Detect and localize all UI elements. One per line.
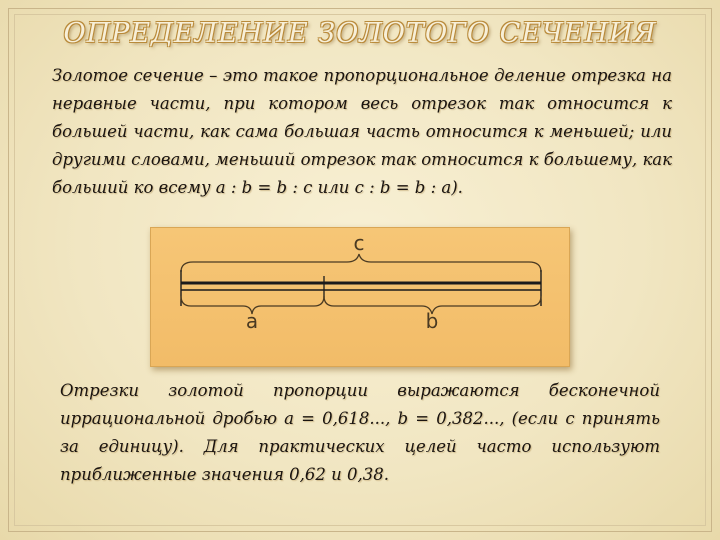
- definition-paragraph: Золотое сечение – это такое пропорциональное деление отрезка на неравные части, при котором весь отрезок так относится к большей части, как сама большая часть относится к меньшей; или другими словами, меньший отрезок так относится к большему, как больший ко всему a : b = b : c или c : b = b : a).: [52, 66, 672, 197]
- values-paragraph: Отрезки золотой пропорции выражаются бесконечной иррациональной дробью a = 0,618..., b = 0,382..., (если c принять за единицу). Для практических целей часто используют приближенные значения 0,62 и 0,38.: [60, 381, 660, 484]
- label-c: c: [353, 231, 365, 255]
- golden-section-diagram: [151, 228, 569, 366]
- label-b: b: [425, 309, 439, 333]
- slide-title: ОПРЕДЕЛЕНИЕ ЗОЛОТОГО СЕЧЕНИЯ: [63, 18, 657, 49]
- golden-section-figure: [150, 227, 570, 367]
- label-a: a: [245, 309, 259, 333]
- brace-c: [181, 254, 541, 272]
